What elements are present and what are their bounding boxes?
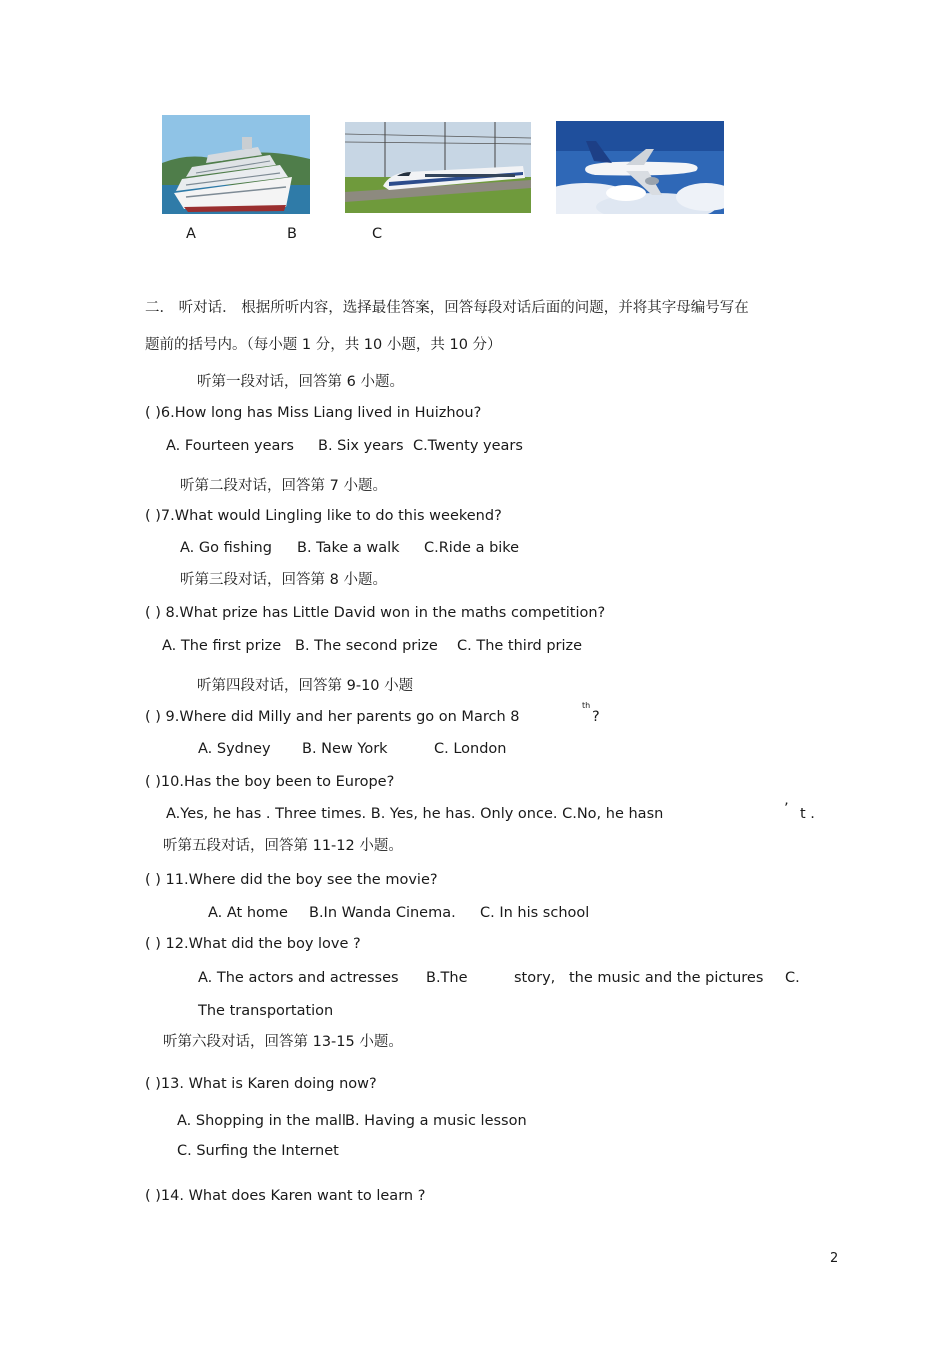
option-b: B. The second prize — [295, 638, 438, 654]
question-stem: ( )6.How long has Miss Liang lived in Huizhou? — [145, 405, 482, 421]
question-stem: ( )13. What is Karen doing now? — [145, 1076, 377, 1092]
option-c: C. London — [434, 741, 507, 757]
option-b: B.The — [426, 970, 468, 986]
question-stem: ( )14. What does Karen want to learn ? — [145, 1188, 426, 1204]
question-stem: ( ) 11.Where did the boy see the movie? — [145, 872, 438, 888]
dialogue-intro: 听第五段对话，回答第 11-12 小题。 — [163, 838, 403, 854]
option-a: A. Shopping in the mall — [177, 1113, 346, 1129]
section-heading-line2: 题前的括号内。（每小题 1 分，共 10 小题，共 10 分） — [145, 337, 502, 353]
options-tail: t . — [800, 806, 815, 822]
option-a: A. Go fishing — [180, 540, 272, 556]
option-a: A. At home — [208, 905, 288, 921]
section-heading-line1: 二． 听对话． 根据所听内容，选择最佳答案，回答每段对话后面的问题，并将其字母编号写在 — [145, 300, 749, 316]
options-line: A.Yes, he has . Three times. B. Yes, he has. Only once. C.No, he hasn — [166, 806, 664, 822]
option-c: C.Twenty years — [413, 438, 523, 454]
dialogue-intro: 听第六段对话，回答第 13-15 小题。 — [163, 1034, 403, 1050]
option-c: C. Surfing the Internet — [177, 1143, 339, 1159]
option-c: C. — [785, 970, 800, 986]
option-c: C. In his school — [480, 905, 590, 921]
option-b: B. New York — [302, 741, 388, 757]
question-stem: ( ) 9.Where did Milly and her parents go on March 8 — [145, 709, 520, 725]
question-mark: ? — [592, 709, 600, 725]
option-a: A. Sydney — [198, 741, 271, 757]
page-number: 2 — [830, 1251, 839, 1266]
image-label-b: B — [287, 226, 297, 242]
option-b: B. Having a music lesson — [345, 1113, 527, 1129]
option-a: A. The first prize — [162, 638, 282, 654]
airplane-image — [556, 121, 724, 214]
option-b-cont: the music and the pictures — [569, 970, 764, 986]
train-image — [345, 122, 531, 213]
question-stem: ( )10.Has the boy been to Europe? — [145, 774, 395, 790]
superscript-th: th — [582, 701, 591, 710]
question-stem: ( ) 8.What prize has Little David won in the maths competition? — [145, 605, 606, 621]
dialogue-intro: 听第一段对话，回答第 6 小题。 — [197, 374, 404, 390]
option-c: C. The third prize — [457, 638, 583, 654]
question-stem: ( )7.What would Lingling like to do this weekend? — [145, 508, 502, 524]
option-c-cont: The transportation — [198, 1003, 334, 1019]
option-c: C.Ride a bike — [424, 540, 520, 556]
dialogue-intro: 听第二段对话，回答第 7 小题。 — [180, 478, 387, 494]
option-b: B. Six years — [318, 438, 404, 454]
option-a: A. Fourteen years — [166, 438, 294, 454]
option-b: B. Take a walk — [297, 540, 400, 556]
dialogue-intro: 听第三段对话，回答第 8 小题。 — [180, 572, 387, 588]
image-label-c: C — [372, 226, 383, 242]
dialogue-intro: 听第四段对话，回答第 9-10 小题 — [197, 678, 414, 694]
cruise-ship-image — [162, 115, 310, 214]
option-b: B.In Wanda Cinema. — [309, 905, 456, 921]
option-a: A. The actors and actresses — [198, 970, 399, 986]
option-b-cont: story, — [514, 970, 556, 986]
question-stem: ( ) 12.What did the boy love ? — [145, 936, 361, 952]
apostrophe: ’ — [784, 801, 789, 817]
image-label-a: A — [186, 226, 196, 242]
